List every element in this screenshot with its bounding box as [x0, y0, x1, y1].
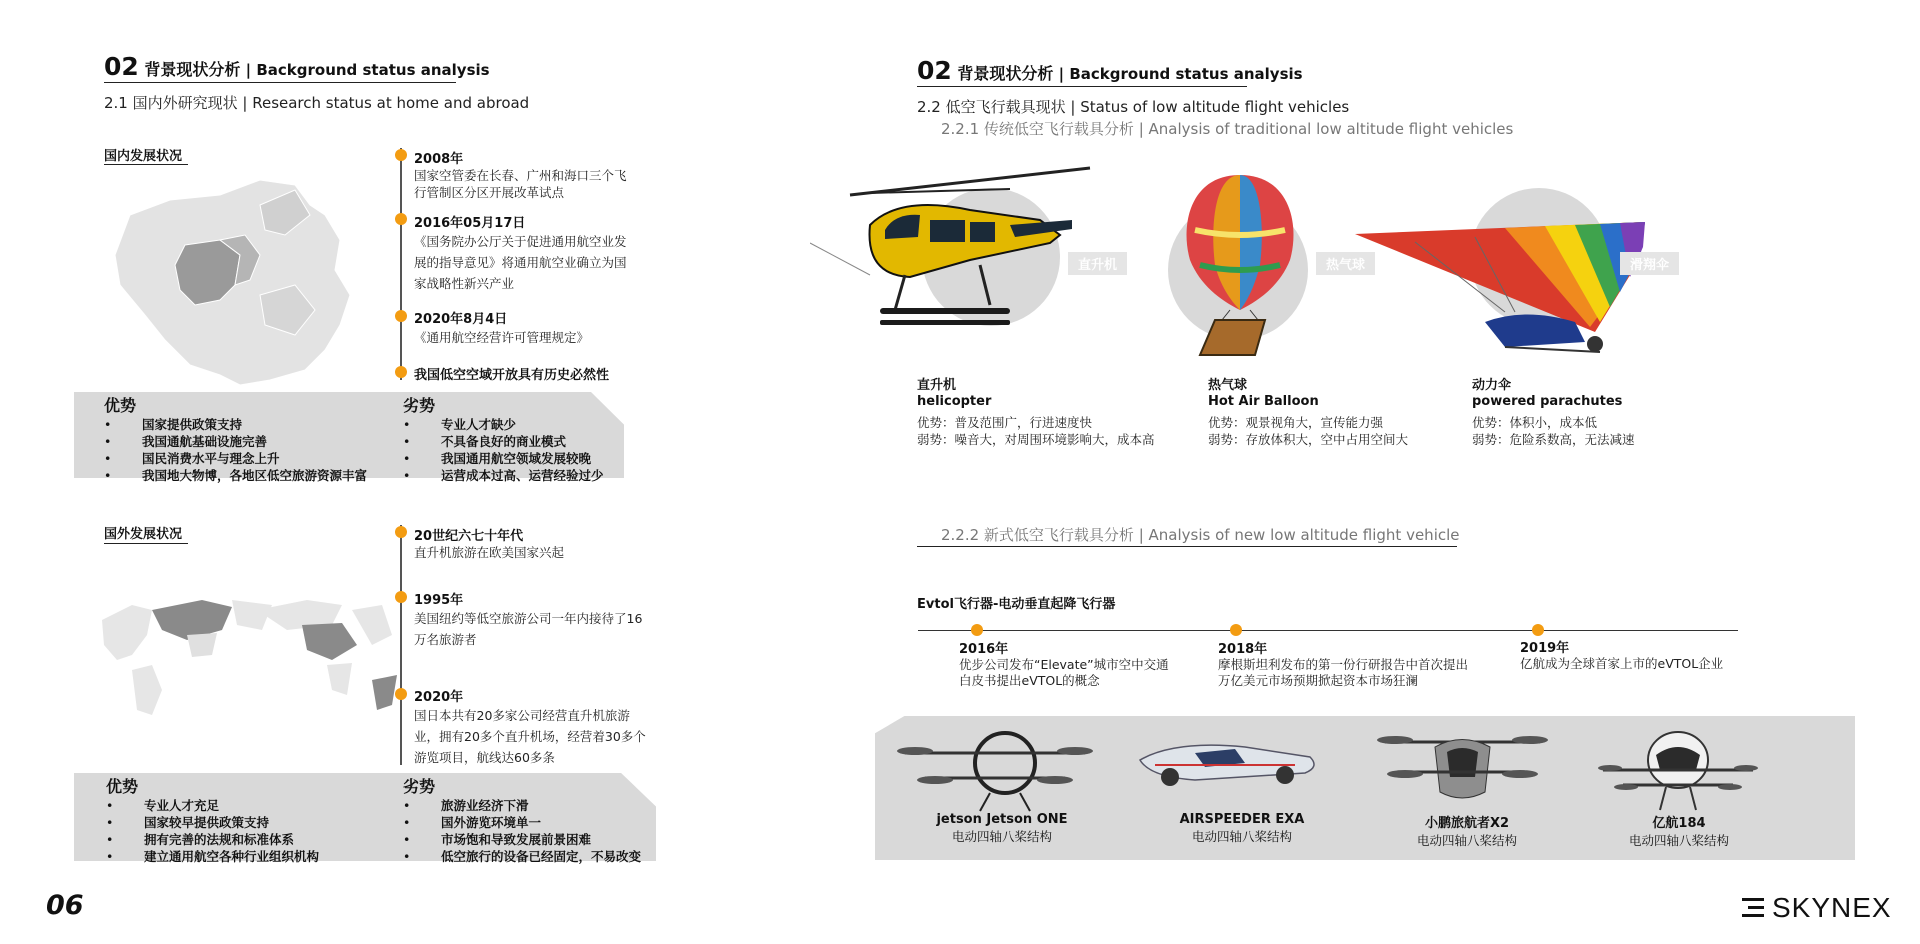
left-subtitle: 2.1 国内外研究现状 | Research status at home and abroad: [104, 94, 530, 112]
foreign-event: 1995年 美国纽约等低空旅游公司一年内接待了16万名旅游者: [414, 593, 643, 647]
timeline-dot: [971, 624, 983, 636]
right-subtitle: 2.2 低空飞行载具现状 | Status of low altitude flight vehicles: [917, 98, 1350, 116]
timeline-dot: [395, 149, 407, 161]
paraglider-pill: 滑翔伞: [1620, 252, 1679, 275]
logo-mark-icon: [1742, 897, 1766, 919]
evtol-event: 2019年 亿航成为全球首家上市的eVTOL企业: [1520, 641, 1724, 671]
list-item: • 专业人才缺少: [403, 416, 604, 433]
foreign-disadvantages: 劣势 • 旅游业经济下滑 • 国外游览环境单一 • 市场饱和导致发展前景困难 • 低空旅行的设备已经固定，不易改变: [403, 774, 641, 865]
helicopter-pill: 直升机: [1068, 252, 1127, 275]
ehang-184-image: [1598, 725, 1758, 815]
helicopter-image: [810, 165, 1100, 340]
jetson-one-image: [895, 723, 1095, 813]
timeline-dot: [395, 526, 407, 538]
timeline-dot: [1230, 624, 1242, 636]
list-item: • 国外游览环境单一: [403, 814, 641, 831]
foreign-timeline-line: [400, 525, 402, 765]
list-item: • 我国地大物博，各地区低空旅游资源丰富: [104, 467, 367, 484]
domestic-tag: 国内发展状况: [104, 149, 183, 164]
domestic-event: 2020年8月4日 《通用航空经营许可管理规定》: [414, 312, 590, 345]
helicopter-info: 直升机 helicopter 优势：普及范围广，行进速度快 弱势：噪音大，对周围环境影响大，成本高: [917, 378, 1155, 447]
foreign-tag: 国外发展状况: [104, 527, 183, 542]
skynex-logo: SKYNEX: [1742, 892, 1892, 924]
evtol-title: Evtol飞行器-电动垂直起降飞行器: [917, 597, 1116, 612]
left-page-title: 02 背景现状分析 | Background status analysis: [104, 52, 490, 81]
subtitle-underline: [917, 546, 1457, 547]
list-item: • 运营成本过高、运营经验过少: [403, 467, 604, 484]
title-underline: [104, 82, 456, 83]
list-item: • 我国通航基础设施完善: [104, 433, 367, 450]
tag-underline: [104, 543, 188, 544]
domestic-conclusion: 我国低空空域开放具有历史必然性: [414, 368, 610, 383]
evtol-timeline-line: [918, 630, 1738, 631]
domestic-timeline-line: [400, 148, 402, 380]
list-item: • 国民消费水平与理念上升: [104, 450, 367, 467]
list-item: • 建立通用航空各种行业组织机构: [106, 848, 319, 865]
list-item: • 拥有完善的法规和标准体系: [106, 831, 319, 848]
list-item: • 不具备良好的商业模式: [403, 433, 604, 450]
list-item: • 我国通用航空领域发展较晚: [403, 450, 604, 467]
evtol-event: 2018年 摩根斯坦利发布的第一份行研报告中首次提出万亿美元市场预期掀起资本市场狂澜: [1218, 642, 1469, 688]
timeline-dot: [395, 591, 407, 603]
timeline-dot: [395, 213, 407, 225]
list-item: • 国家提供政策支持: [104, 416, 367, 433]
list-item: • 低空旅行的设备已经固定，不易改变: [403, 848, 641, 865]
list-item: • 旅游业经济下滑: [403, 797, 641, 814]
balloon-info: 热气球 Hot Air Balloon 优势：观景视角大，宣传能力强 弱势：存放体积大，空中占用空间大: [1208, 378, 1409, 447]
evtol-item: 亿航184 电动四轴八桨结构: [1628, 816, 1729, 848]
list-item: • 市场饱和导致发展前景困难: [403, 831, 641, 848]
title-underline: [917, 86, 1247, 87]
powered-parachute-image: [1355, 222, 1655, 370]
world-map: [92, 585, 402, 725]
china-map: [110, 175, 370, 390]
right-page-title: 02 背景现状分析 | Background status analysis: [917, 56, 1303, 85]
foreign-event: 20世纪六七十年代 直升机旅游在欧美国家兴起: [414, 529, 565, 560]
list-item: • 专业人才充足: [106, 797, 319, 814]
timeline-dot: [395, 366, 407, 378]
domestic-event: 2016年05月17日 《国务院办公厅关于促进通用航空业发展的指导意见》将通用航空业确立为国家战略性新兴产业: [414, 216, 627, 291]
new-vehicle-subtitle: 2.2.2 新式低空飞行载具分析 | Analysis of new low altitude flight vehicle: [941, 526, 1460, 544]
domestic-event: 2008年 国家空管委在长春、广州和海口三个飞行管制区分区开展改革试点: [414, 152, 627, 200]
balloon-pill: 热气球: [1316, 252, 1375, 275]
evtol-item: jetson Jetson ONE 电动四轴八桨结构: [936, 812, 1068, 844]
xpeng-x2-image: [1375, 722, 1550, 812]
list-item: • 国家较早提供政策支持: [106, 814, 319, 831]
paraglider-info: 动力伞 powered parachutes 优势：体积小，成本低 弱势：危险系数高，无法减速: [1472, 378, 1635, 447]
page-number: 06: [46, 890, 84, 921]
foreign-event: 2020年 国日本共有20多家公司经营直升机旅游业，拥有20多个直升机场，经营着30多个游览项目，航线达60多条: [414, 690, 646, 765]
domestic-advantages: 优势 • 国家提供政策支持 • 我国通航基础设施完善 • 国民消费水平与理念上升 • 我国地大物博，各地区低空旅游资源丰富: [104, 393, 367, 484]
hot-air-balloon-image: [1160, 170, 1320, 370]
timeline-dot: [395, 310, 407, 322]
evtol-item: AIRSPEEDER EXA 电动四轴八桨结构: [1179, 812, 1305, 844]
timeline-dot: [1532, 624, 1544, 636]
evtol-item: 小鹏旅航者X2 电动四轴八桨结构: [1416, 816, 1517, 848]
domestic-disadvantages: 劣势 • 专业人才缺少 • 不具备良好的商业模式 • 我国通用航空领域发展较晚 • 运营成本过高、运营经验过少: [403, 393, 604, 484]
timeline-dot: [395, 688, 407, 700]
traditional-subtitle: 2.2.1 传统低空飞行载具分析 | Analysis of traditional low altitude flight vehicles: [941, 120, 1514, 138]
foreign-advantages: 优势 • 专业人才充足 • 国家较早提供政策支持 • 拥有完善的法规和标准体系 • 建立通用航空各种行业组织机构: [106, 774, 319, 865]
airspeeder-exa-image: [1135, 735, 1320, 795]
tag-underline: [104, 164, 188, 165]
evtol-event: 2016年 优步公司发布“Elevate”城市空中交通白皮书提出eVTOL的概念: [959, 642, 1169, 688]
